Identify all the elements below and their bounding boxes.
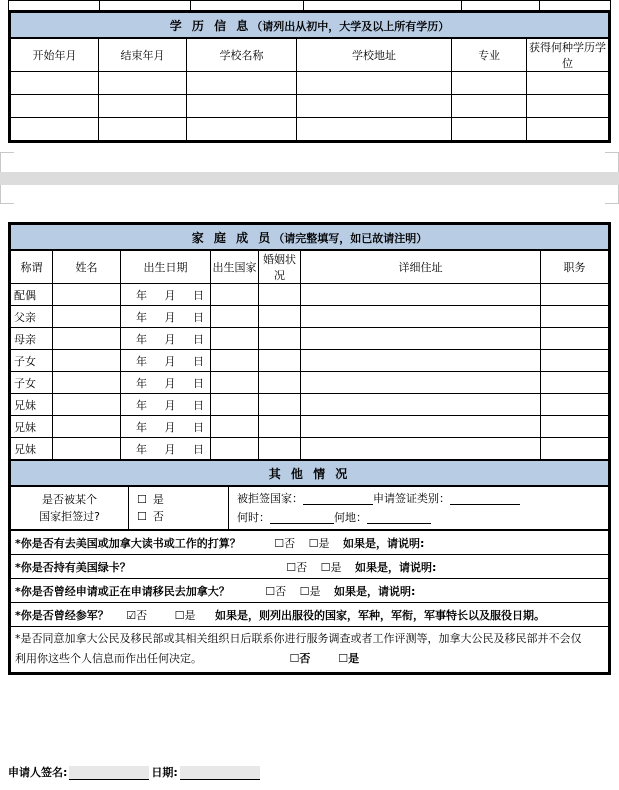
consent-option-yes[interactable]	[338, 652, 359, 665]
family-title-main: 家 庭 成 员	[191, 231, 274, 245]
rejection-when-input[interactable]	[270, 512, 334, 524]
family-cell-relation: 配偶	[11, 284, 53, 306]
family-cell-name[interactable]	[53, 284, 121, 306]
education-cell-start-date[interactable]	[11, 72, 99, 95]
family-cell-position[interactable]	[541, 328, 609, 350]
birth-year-label: 年	[136, 288, 147, 302]
checkbox-empty-icon[interactable]: ☐	[265, 584, 276, 598]
question-row-canada-immigration	[11, 579, 609, 603]
birth-year-label: 年	[136, 354, 147, 368]
family-cell-birth-date[interactable]	[121, 416, 211, 438]
rejection-label-line1: 是否被某个	[42, 493, 97, 506]
family-cell-birth-country[interactable]	[211, 306, 259, 328]
family-cell-marital-status[interactable]	[259, 306, 301, 328]
question-option-yes[interactable]	[175, 609, 196, 622]
checkbox-checked-icon[interactable]: ☑	[126, 608, 137, 622]
consent-options	[290, 652, 370, 665]
education-title-main: 学 历 信 息	[169, 19, 252, 33]
checkbox-empty-icon[interactable]: ☐	[174, 608, 185, 622]
family-cell-name[interactable]	[53, 328, 121, 350]
rejection-line-country-visa	[237, 489, 608, 508]
question-option-yes[interactable]	[321, 561, 342, 574]
question-options	[265, 583, 415, 599]
question-option-no-label: 否	[275, 584, 287, 598]
family-cell-address[interactable]	[301, 372, 541, 394]
rejection-option-yes[interactable]	[137, 491, 228, 508]
question-option-no[interactable]	[126, 609, 147, 622]
rejection-label-line2: 国家拒签过?	[39, 510, 100, 523]
question-option-no-label: 否	[296, 560, 308, 574]
question-option-no-label: 否	[136, 608, 148, 622]
birth-day-label: 日	[193, 332, 204, 346]
family-cell-birth-country[interactable]	[211, 350, 259, 372]
education-cell-major[interactable]	[452, 95, 527, 118]
consent-text-line2: 利用你这些个人信息而作出任何决定。	[15, 652, 202, 665]
question-text: *你是否曾经参军？	[15, 608, 109, 622]
birth-day-label: 日	[193, 442, 204, 456]
birth-day-label: 日	[193, 354, 204, 368]
table-row	[11, 284, 609, 306]
checkbox-empty-icon[interactable]: ☐	[137, 510, 147, 523]
rejection-visa-type-label: 申请签证类别：	[373, 492, 450, 505]
birth-year-label: 年	[136, 376, 147, 390]
family-cell-position[interactable]	[541, 372, 609, 394]
question-hint: 如果是，请说明:	[334, 584, 416, 598]
family-section-title	[10, 224, 609, 250]
education-section-title	[10, 12, 609, 38]
birth-day-label: 日	[193, 376, 204, 390]
consent-option-yes-label: 是	[348, 652, 360, 665]
family-cell-address[interactable]	[301, 416, 541, 438]
table-row	[11, 350, 609, 372]
family-cell-marital-status[interactable]	[259, 438, 301, 460]
birth-month-label: 月	[164, 288, 176, 302]
table-row	[11, 95, 609, 118]
question-option-no[interactable]	[274, 537, 295, 550]
consent-option-no[interactable]	[290, 652, 311, 665]
birth-year-label: 年	[136, 398, 147, 412]
rejection-country-input[interactable]	[303, 493, 373, 505]
family-cell-relation: 母亲	[11, 328, 53, 350]
top-partial-table-fragment	[8, 0, 611, 9]
rejection-option-yes-label: 是	[152, 493, 164, 506]
family-cell-relation: 兄妹	[11, 438, 53, 460]
family-cell-name[interactable]	[53, 350, 121, 372]
list-item	[11, 627, 609, 673]
question-row-usa-canada-plan	[11, 531, 609, 555]
family-table	[10, 250, 609, 460]
consent-text-line1: *是否同意加拿大公民及移民部或其相关组织日后联系你进行服务调查或者工作评测等，加拿大公民及移民部并不会仅	[15, 632, 582, 645]
checkbox-empty-icon[interactable]: ☐	[286, 560, 297, 574]
signature-date-label: 日期:	[151, 766, 178, 779]
birth-month-label: 月	[164, 354, 176, 368]
question-text: *你是否曾经申请或正在申请移民去加拿大？	[15, 584, 230, 598]
family-col-position: 职务	[541, 251, 609, 284]
list-item	[11, 531, 609, 555]
family-cell-relation: 父亲	[11, 306, 53, 328]
education-cell-school-name[interactable]	[187, 72, 297, 95]
family-cell-position[interactable]	[541, 306, 609, 328]
list-item	[11, 555, 609, 579]
birth-month-label: 月	[164, 332, 176, 346]
family-cell-marital-status[interactable]	[259, 394, 301, 416]
family-cell-birth-date[interactable]	[121, 438, 211, 460]
family-cell-birth-date[interactable]	[121, 284, 211, 306]
family-cell-address[interactable]	[301, 284, 541, 306]
table-row	[11, 118, 609, 141]
rejection-option-no[interactable]	[137, 508, 228, 525]
family-cell-name[interactable]	[53, 438, 121, 460]
birth-month-label: 月	[164, 420, 176, 434]
education-cell-degree[interactable]	[527, 72, 609, 95]
education-section	[8, 10, 611, 143]
birth-year-label: 年	[136, 332, 147, 346]
birth-year-label: 年	[136, 442, 147, 456]
birth-year-label: 年	[136, 420, 147, 434]
family-cell-address[interactable]	[301, 438, 541, 460]
table-row	[11, 487, 609, 530]
education-title-note: （请列出从初中，大学及以上所有学历）	[251, 20, 450, 33]
question-option-no[interactable]	[265, 585, 286, 598]
family-cell-position[interactable]	[541, 394, 609, 416]
family-cell-relation: 兄妹	[11, 394, 53, 416]
visa-rejection-table	[10, 486, 609, 530]
rejection-detail-fields	[229, 487, 609, 530]
rejection-where-input[interactable]	[367, 512, 431, 524]
family-cell-marital-status[interactable]	[259, 416, 301, 438]
education-col-degree: 获得何种学历学位	[527, 39, 609, 72]
rejection-question-label	[11, 487, 129, 530]
question-option-yes[interactable]	[300, 585, 321, 598]
signature-row	[8, 764, 262, 780]
question-options	[286, 559, 436, 575]
birth-month-label: 月	[164, 398, 176, 412]
birth-year-label: 年	[136, 310, 147, 324]
question-hint: 如果是，请说明:	[343, 536, 425, 550]
other-info-section-title	[10, 460, 609, 486]
family-col-relation: 称谓	[11, 251, 53, 284]
education-cell-school-address[interactable]	[297, 95, 452, 118]
rejection-line-when-where	[237, 508, 608, 527]
education-cell-end-date[interactable]	[99, 72, 187, 95]
family-cell-address[interactable]	[301, 328, 541, 350]
signature-date-input[interactable]	[180, 766, 260, 780]
question-option-yes-label: 是	[318, 536, 330, 550]
family-col-birth-date: 出生日期	[121, 251, 211, 284]
family-col-marital-status: 婚姻状况	[259, 251, 301, 284]
table-row	[11, 438, 609, 460]
birth-day-label: 日	[193, 398, 204, 412]
list-item	[11, 603, 609, 627]
applicant-signature-label: 申请人签名:	[8, 766, 68, 779]
list-item	[11, 579, 609, 603]
question-hint: 如果是，则列出服役的国家，军种，军衔，军事特长以及服役日期。	[215, 608, 546, 622]
applicant-signature-input[interactable]	[69, 766, 149, 780]
education-cell-start-date[interactable]	[11, 95, 99, 118]
family-title-note: （请完整填写，如已故请注明）	[273, 232, 428, 245]
family-cell-name[interactable]	[53, 306, 121, 328]
family-cell-birth-country[interactable]	[211, 328, 259, 350]
education-cell-school-name[interactable]	[187, 95, 297, 118]
question-row-consent-contact	[11, 627, 609, 673]
education-cell-degree[interactable]	[527, 95, 609, 118]
checkbox-empty-icon[interactable]: ☐	[338, 652, 349, 665]
question-option-yes[interactable]	[309, 537, 330, 550]
question-options	[126, 607, 545, 623]
education-col-start-date: 开始年月	[11, 39, 99, 72]
education-cell-start-date[interactable]	[11, 118, 99, 141]
checkbox-empty-icon[interactable]: ☐	[320, 560, 331, 574]
family-cell-position[interactable]	[541, 284, 609, 306]
question-option-no[interactable]	[286, 561, 307, 574]
question-hint: 如果是，请说明:	[355, 560, 437, 574]
table-row	[11, 328, 609, 350]
rejection-visa-type-input[interactable]	[450, 493, 520, 505]
education-cell-school-name[interactable]	[187, 118, 297, 141]
checkbox-empty-icon[interactable]: ☐	[137, 493, 147, 506]
question-row-us-greencard	[11, 555, 609, 579]
family-cell-birth-country[interactable]	[211, 284, 259, 306]
question-row-military-service	[11, 603, 609, 627]
birth-day-label: 日	[193, 310, 204, 324]
checkbox-empty-icon[interactable]: ☐	[289, 652, 300, 665]
education-cell-degree[interactable]	[527, 118, 609, 141]
education-table	[10, 38, 609, 141]
education-col-major: 专业	[452, 39, 527, 72]
rejection-option-no-label: 否	[152, 510, 164, 523]
table-row	[11, 306, 609, 328]
family-cell-birth-country[interactable]	[211, 416, 259, 438]
family-cell-name[interactable]	[53, 394, 121, 416]
table-row	[11, 72, 609, 95]
birth-month-label: 月	[164, 442, 176, 456]
education-col-school-name: 学校名称	[187, 39, 297, 72]
family-col-name: 姓名	[53, 251, 121, 284]
family-cell-relation: 子女	[11, 372, 53, 394]
family-cell-address[interactable]	[301, 306, 541, 328]
question-option-no-label: 否	[284, 536, 296, 550]
family-cell-birth-country[interactable]	[211, 394, 259, 416]
table-row	[11, 394, 609, 416]
family-cell-birth-date[interactable]	[121, 350, 211, 372]
family-cell-address[interactable]	[301, 394, 541, 416]
family-cell-birth-country[interactable]	[211, 372, 259, 394]
family-cell-marital-status[interactable]	[259, 372, 301, 394]
birth-month-label: 月	[164, 376, 176, 390]
question-option-yes-label: 是	[184, 608, 196, 622]
family-cell-marital-status[interactable]	[259, 284, 301, 306]
family-cell-position[interactable]	[541, 350, 609, 372]
birth-month-label: 月	[164, 310, 176, 324]
question-options	[274, 535, 424, 551]
education-cell-end-date[interactable]	[99, 95, 187, 118]
rejection-when-label: 何时：	[237, 511, 270, 524]
family-cell-address[interactable]	[301, 350, 541, 372]
family-cell-relation: 子女	[11, 350, 53, 372]
family-cell-birth-date[interactable]	[121, 328, 211, 350]
section-divider-band	[0, 172, 619, 185]
declaration-questions-table	[10, 530, 609, 673]
question-option-yes-label: 是	[309, 584, 321, 598]
rejection-options	[129, 487, 229, 530]
table-row	[11, 372, 609, 394]
education-cell-major[interactable]	[452, 118, 527, 141]
birth-day-label: 日	[193, 420, 204, 434]
family-section	[8, 222, 611, 675]
rejection-country-label: 被拒签国家：	[237, 492, 303, 505]
education-cell-school-address[interactable]	[297, 72, 452, 95]
family-col-address: 详细住址	[301, 251, 541, 284]
rejection-where-label: 何地：	[334, 511, 367, 524]
family-cell-marital-status[interactable]	[259, 350, 301, 372]
education-col-school-address: 学校地址	[297, 39, 452, 72]
family-cell-position[interactable]	[541, 416, 609, 438]
other-info-title-main: 其 他 情 况	[268, 467, 351, 481]
question-text: *你是否持有美国绿卡？	[15, 560, 131, 574]
education-cell-major[interactable]	[452, 72, 527, 95]
consent-second-line-wrap	[15, 649, 604, 669]
family-cell-relation: 兄妹	[11, 416, 53, 438]
checkbox-empty-icon[interactable]: ☐	[308, 536, 319, 550]
family-cell-birth-date[interactable]	[121, 306, 211, 328]
education-cell-end-date[interactable]	[99, 118, 187, 141]
checkbox-empty-icon[interactable]: ☐	[274, 536, 285, 550]
question-text: *你是否有去美国或加拿大读书或工作的打算？	[15, 536, 241, 550]
education-table-header-row	[11, 39, 609, 72]
family-col-birth-country: 出生国家	[211, 251, 259, 284]
family-cell-birth-country[interactable]	[211, 438, 259, 460]
education-cell-school-address[interactable]	[297, 118, 452, 141]
family-cell-birth-date[interactable]	[121, 394, 211, 416]
family-cell-name[interactable]	[53, 372, 121, 394]
birth-day-label: 日	[193, 288, 204, 302]
family-cell-position[interactable]	[541, 438, 609, 460]
family-cell-birth-date[interactable]	[121, 372, 211, 394]
question-option-yes-label: 是	[330, 560, 342, 574]
education-col-end-date: 结束年月	[99, 39, 187, 72]
checkbox-empty-icon[interactable]: ☐	[299, 584, 310, 598]
family-table-header-row	[11, 251, 609, 284]
consent-option-no-label: 否	[299, 652, 311, 665]
family-cell-name[interactable]	[53, 416, 121, 438]
table-row	[11, 416, 609, 438]
family-cell-marital-status[interactable]	[259, 328, 301, 350]
